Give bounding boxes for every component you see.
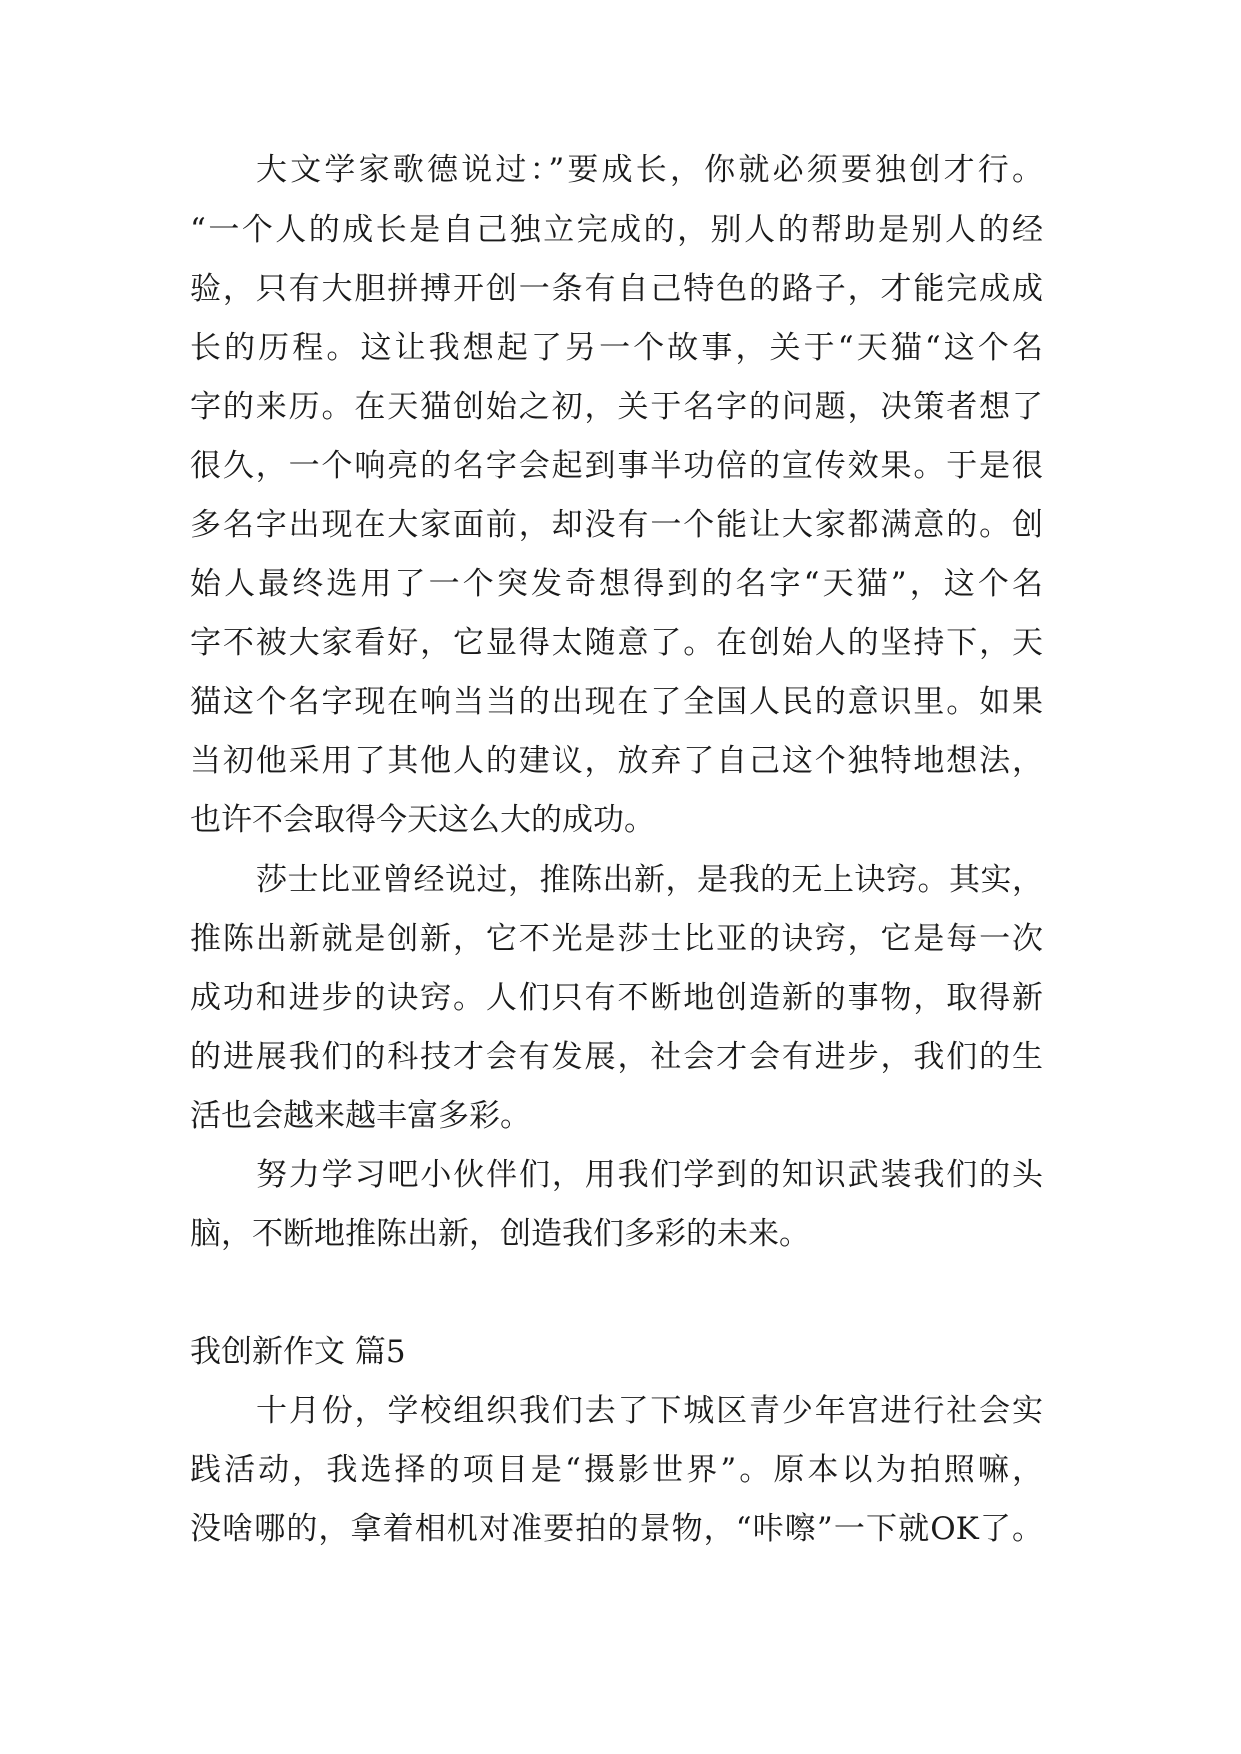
paragraph-1-line-5: 字的来历。在天猫创始之初，关于名字的问题，决策者想了 [190, 389, 1043, 425]
paragraph-1-line-2: “一个人的成长是自己独立完成的，别人的帮助是别人的经 [190, 212, 1043, 248]
section-heading: 我创新作文 篇5 [190, 1334, 406, 1370]
paragraph-1-line-6: 很久，一个响亮的名字会起到事半功倍的宣传效果。于是很 [190, 448, 1043, 484]
paragraph-2-line-2: 推陈出新就是创新，它不光是莎士比亚的诀窍，它是每一次 [190, 921, 1043, 957]
paragraph-1-line-4: 长的历程。这让我想起了另一个故事，关于“天猫“这个名 [190, 330, 1043, 366]
paragraph-1-line-12: 也许不会取得今天这么大的成功。 [190, 802, 655, 838]
paragraph-2-line-3: 成功和进步的诀窍。人们只有不断地创造新的事物，取得新 [190, 980, 1043, 1016]
paragraph-2-line-1: 莎士比亚曾经说过，推陈出新，是我的无上诀窍。其实， [256, 862, 1043, 898]
paragraph-1-line-11: 当初他采用了其他人的建议，放弃了自己这个独特地想法， [190, 743, 1043, 779]
paragraph-3-line-2: 脑，不断地推陈出新，创造我们多彩的未来。 [190, 1216, 810, 1252]
paragraph-1-line-8: 始人最终选用了一个突发奇想得到的名字“天猫”，这个名 [190, 566, 1043, 602]
paragraph-1-line-1: 大文学家歌德说过：”要成长，你就必须要独创才行。 [256, 152, 1043, 188]
paragraph-3-line-1: 努力学习吧小伙伴们，用我们学到的知识武装我们的头 [256, 1157, 1043, 1193]
paragraph-1-line-9: 字不被大家看好，它显得太随意了。在创始人的坚持下，天 [190, 625, 1043, 661]
paragraph-2-line-4: 的进展我们的科技才会有发展，社会才会有进步，我们的生 [190, 1039, 1043, 1075]
paragraph-4-line-2: 践活动，我选择的项目是“摄影世界”。原本以为拍照嘛， [190, 1452, 1043, 1488]
paragraph-1-line-10: 猫这个名字现在响当当的出现在了全国人民的意识里。如果 [190, 684, 1043, 720]
paragraph-1-line-3: 验，只有大胆拼搏开创一条有自己特色的路子，才能完成成 [190, 271, 1043, 307]
paragraph-4-line-3: 没啥哪的，拿着相机对准要拍的景物，“咔嚓”一下就OK了。 [190, 1511, 1043, 1547]
paragraph-2-line-5: 活也会越来越丰富多彩。 [190, 1098, 531, 1134]
paragraph-4-line-1: 十月份，学校组织我们去了下城区青少年宫进行社会实 [256, 1393, 1043, 1429]
paragraph-1-line-7: 多名字出现在大家面前，却没有一个能让大家都满意的。创 [190, 507, 1043, 543]
